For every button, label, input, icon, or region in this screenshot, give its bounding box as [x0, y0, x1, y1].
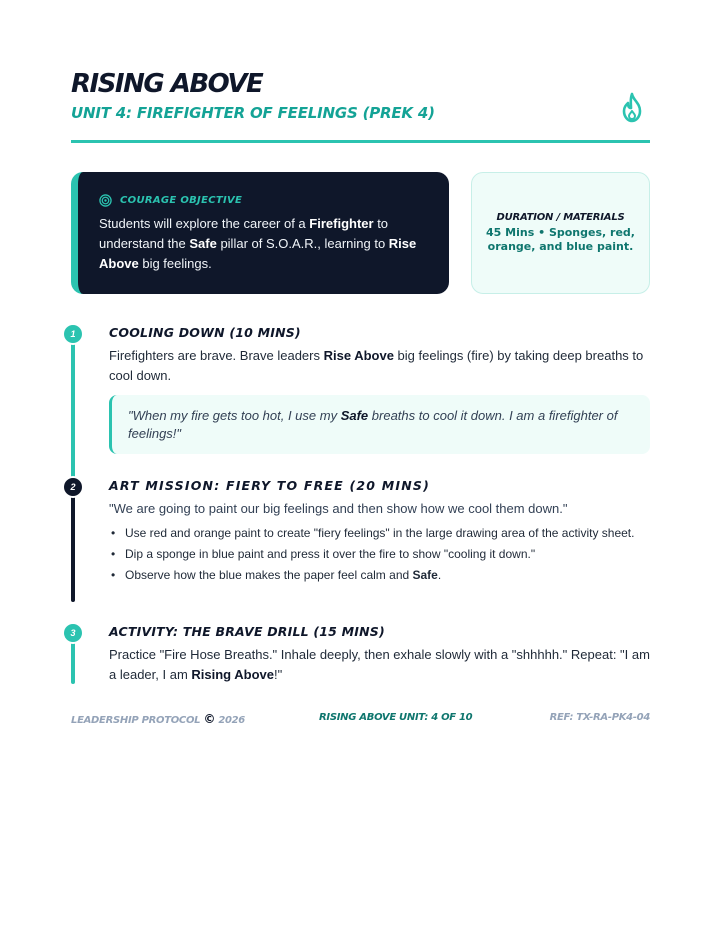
bullet-list	[109, 525, 650, 584]
section-title: COOLING DOWN (10 MINS)	[109, 325, 301, 340]
section-brave-drill	[71, 622, 650, 684]
duration-text: 45 Mins • Sponges, red, orange, and blue paint.	[486, 226, 635, 253]
objective-text: Students will explore the career of a Firefighter to understand the Safe pillar of S.O.A.R., learning to Rise Above big feelings.	[99, 216, 417, 271]
objective-header	[99, 192, 429, 208]
objective-label: COURAGE OBJECTIVE	[120, 194, 243, 206]
page-title: RISING ABOVE	[71, 69, 263, 99]
duration-label: DURATION / MATERIALS	[496, 212, 625, 223]
section-title: ART MISSION: FIERY TO FREE (20 MINS)	[109, 478, 430, 493]
step-number-badge: 2	[62, 476, 84, 498]
section-lead: "We are going to paint our big feelings and then show how we cool them down."	[109, 501, 568, 516]
unit-subtitle: UNIT 4: FIREFIGHTER OF FEELINGS (PREK 4)	[71, 104, 435, 122]
section-art-mission	[71, 476, 650, 602]
footer-reference: REF: TX-RA-PK4-04	[549, 712, 650, 723]
list-item: • Observe how the blue makes the paper feel calm and Safe.	[109, 567, 650, 584]
footer-protocol: LEADERSHIP PROTOCOL © 2026	[71, 712, 245, 726]
page-footer	[71, 712, 650, 726]
quote-block: "When my fire gets too hot, I use my Safe breaths to cool it down. I am a firefighter of feelings!"	[109, 395, 650, 454]
target-icon	[99, 194, 112, 207]
section-text: Practice "Fire Hose Breaths." Inhale deeply, then exhale slowly with a "shhhhh." Repeat: "I am a leader, I am Rising Above!"	[109, 647, 650, 682]
footer-unit: RISING ABOVE UNIT: 4 OF 10	[319, 712, 473, 723]
section-cooling-down	[71, 323, 650, 483]
section-text: Firefighters are brave. Brave leaders Rise Above big feelings (fire) by taking deep breaths to cool down.	[109, 348, 644, 383]
list-item: • Dip a sponge in blue paint and press it over the fire to show "cooling it down."	[109, 546, 650, 563]
timeline-line	[71, 333, 75, 483]
header-divider	[71, 140, 650, 143]
timeline-line	[71, 486, 75, 602]
duration-card	[471, 172, 650, 294]
flame-icon	[619, 92, 645, 124]
step-number-badge: 3	[62, 622, 84, 644]
list-item: • Use red and orange paint to create "fiery feelings" in the large drawing area of the activity sheet.	[109, 525, 650, 542]
objective-card	[71, 172, 449, 294]
section-title: ACTIVITY: THE BRAVE DRILL (15 MINS)	[109, 624, 385, 639]
step-number-badge: 1	[62, 323, 84, 345]
